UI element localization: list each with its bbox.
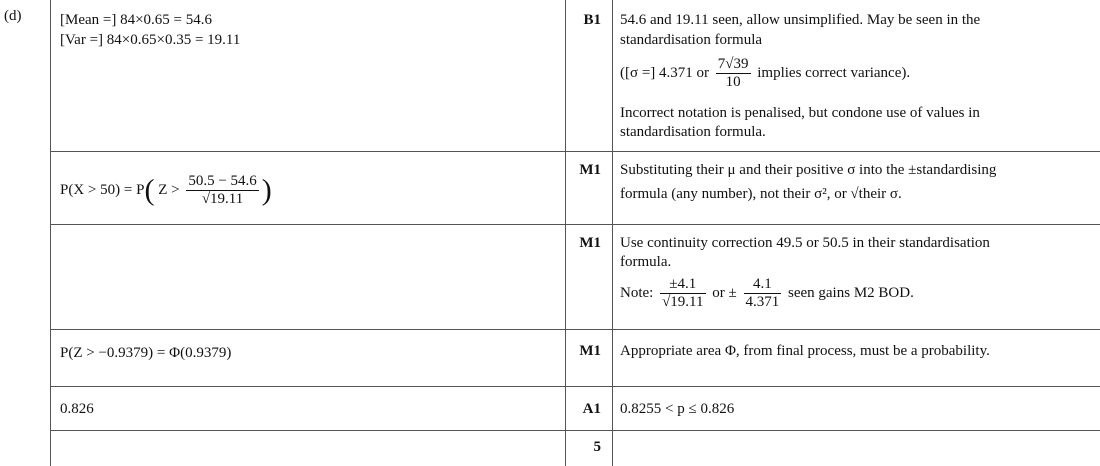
answer-phi: P(Z > −0.9379) = Φ(0.9379) <box>60 345 232 361</box>
guidance-text: standardisation formula <box>620 32 763 48</box>
guidance-text: 0.8255 < p ≤ 0.826 <box>620 401 735 417</box>
row-divider <box>50 329 1100 330</box>
part-label: (d) <box>4 8 22 24</box>
fraction-denominator: √19.11 <box>186 190 258 208</box>
probability-prefix: P(X > 50) = P <box>60 181 145 198</box>
answer-mean: [Mean =] 84×0.65 = 54.6 <box>60 12 213 28</box>
row-divider <box>50 430 1100 431</box>
sigma-prefix: ([σ =] 4.371 or <box>620 64 710 81</box>
paren-close: ) <box>261 173 272 207</box>
fraction-numerator: 50.5 − 54.6 <box>188 173 257 189</box>
guidance-text: Appropriate area Φ, from final process, must be a probability. <box>620 343 990 359</box>
guidance-text: Substituting their μ and their positive σ into the ±standardising <box>620 162 997 178</box>
column-divider-mark <box>612 0 613 466</box>
guidance-text: Use continuity correction 49.5 or 50.5 in their standardisation <box>620 235 990 251</box>
note-fraction-1 <box>660 276 705 311</box>
mark-total: 5 <box>593 439 601 455</box>
guidance-text: formula. <box>620 254 672 270</box>
row-divider <box>50 151 1100 152</box>
paren-open: ( <box>144 173 155 207</box>
guidance-text: 54.6 and 19.11 seen, allow unsimplified. May be seen in the <box>620 12 981 28</box>
column-divider-part <box>50 0 51 466</box>
mark-b1: B1 <box>583 12 601 28</box>
guidance-text: formula (any number), not their σ², or √their σ. <box>620 186 902 202</box>
mark-m1: M1 <box>579 235 601 251</box>
z-condition: Z > <box>158 181 180 198</box>
sigma-numerator: 7√39 <box>717 56 749 72</box>
note-numerator-1: ±4.1 <box>669 276 697 292</box>
note-or: or ± <box>712 284 737 301</box>
mark-m1: M1 <box>579 162 601 178</box>
row-divider <box>50 386 1100 387</box>
guidance-text: Incorrect notation is penalised, but condone use of values in <box>620 105 980 121</box>
row-divider <box>50 224 1100 225</box>
note-line <box>620 276 914 311</box>
note-suffix: seen gains M2 BOD. <box>788 284 914 301</box>
answer-final: 0.826 <box>60 401 94 417</box>
sigma-line <box>620 56 910 91</box>
standardisation-expression <box>60 173 272 208</box>
mark-m1: M1 <box>579 343 601 359</box>
note-numerator-2: 4.1 <box>753 276 772 292</box>
sigma-suffix: implies correct variance). <box>757 64 911 81</box>
note-fraction-2 <box>744 276 782 311</box>
standardisation-fraction <box>186 173 258 208</box>
note-denominator-1: √19.11 <box>662 294 704 310</box>
note-denominator-2: 4.371 <box>745 294 780 310</box>
sigma-denominator: 10 <box>716 73 751 91</box>
note-label: Note: <box>620 284 654 301</box>
sigma-fraction <box>716 56 751 91</box>
answer-variance: [Var =] 84×0.65×0.35 = 19.11 <box>60 32 241 48</box>
mark-a1: A1 <box>582 401 601 417</box>
guidance-text: standardisation formula. <box>620 124 766 140</box>
